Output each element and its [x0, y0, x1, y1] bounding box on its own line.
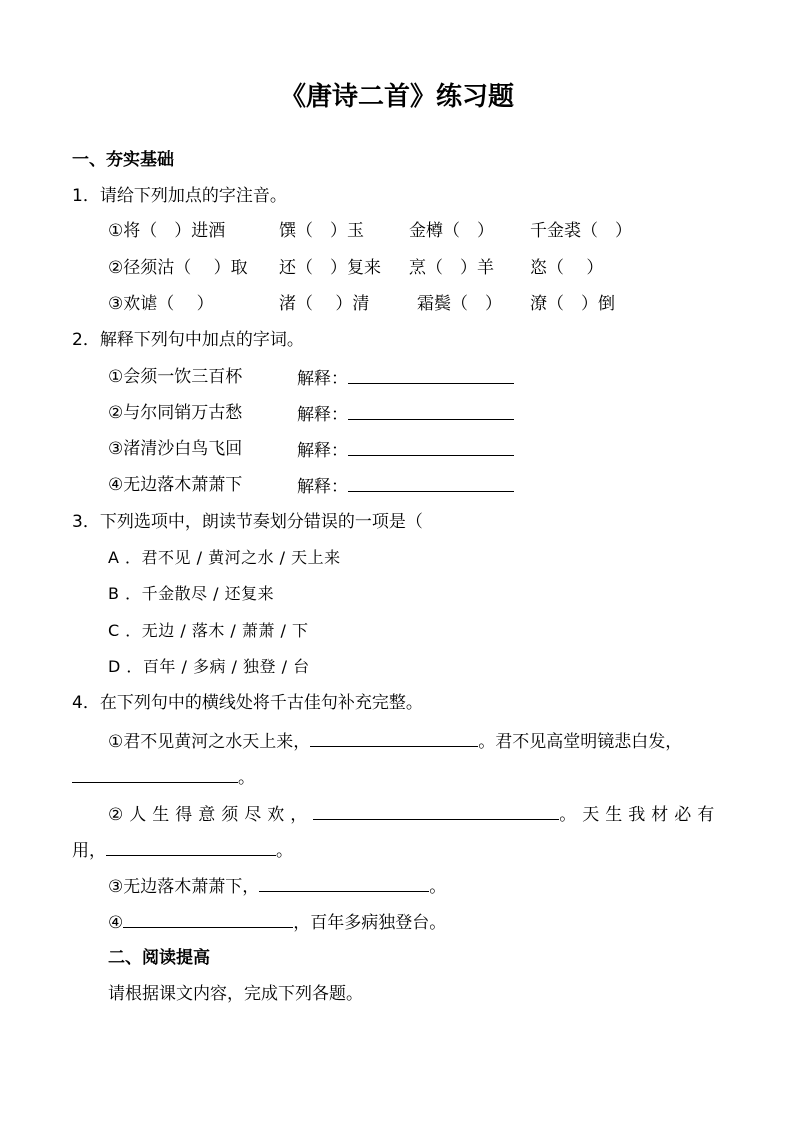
q3-option-a[interactable]: A ．君不见 / 黄河之水 / 天上来	[108, 548, 341, 567]
q2-answer-blank-3[interactable]	[348, 437, 514, 456]
q1-row3-c: 霜鬓（ ）	[417, 294, 502, 314]
q4-sentence-1: ①君不见黄河之水天上来， 。君不见高堂明镜悲白发，	[108, 728, 682, 754]
q3-option-b[interactable]: B ．千金散尽 / 还复来	[108, 584, 275, 603]
q3-option-d[interactable]: D ．百年 / 多病 / 独登 / 台	[108, 657, 310, 676]
q4-stem: 4．在下列句中的横线处将千古佳句补充完整。	[72, 693, 423, 713]
q4-blank-4[interactable]	[106, 837, 276, 856]
q2-label-2: 解释：	[297, 401, 514, 427]
q4-sentence-3: ③无边落木萧萧下， 。	[108, 873, 446, 899]
q2-answer-blank-1[interactable]	[348, 365, 514, 384]
q1-row1-c: 金樽（ ）	[409, 221, 494, 241]
q2-item-1: ①会须一饮三百杯	[108, 367, 243, 387]
section1-heading: 一、夯实基础	[72, 150, 174, 170]
q4-blank-5[interactable]	[259, 873, 429, 892]
q2-label-3: 解释：	[297, 437, 514, 463]
q4-sentence-2: ②人生得意须尽欢， 。天生我材必有	[108, 801, 720, 827]
q2-item-2: ②与尔同销万古愁	[108, 403, 243, 423]
q3-option-c[interactable]: C ．无边 / 落木 / 萧萧 / 下	[108, 621, 309, 640]
q1-row2-b: 还（ ）复来	[279, 258, 381, 278]
q2-item-4: ④无边落木萧萧下	[108, 475, 243, 495]
q4-sentence-1-cont: 。	[72, 764, 255, 790]
q1-row1-d: 千金裘（ ）	[530, 221, 632, 241]
q1-row2-a: ②径须沽（ ）取	[108, 258, 248, 278]
section2-intro: 请根据课文内容，完成下列各题。	[108, 984, 363, 1004]
q1-row3-d: 潦（ ）倒	[530, 294, 615, 314]
q1-row3-b: 渚（ ）清	[279, 294, 370, 314]
section2-heading: 二、阅读提高	[108, 948, 210, 968]
q4-sentence-4: ④ ，百年多病独登台。	[108, 909, 446, 935]
q4-blank-2[interactable]	[72, 764, 238, 783]
q3-stem: 3．下列选项中，朗读节奏划分错误的一项是（	[72, 512, 423, 532]
q4-sentence-2-cont: 用， 。	[72, 837, 293, 863]
q1-row2-c: 烹（ ）羊	[409, 258, 494, 278]
q2-answer-blank-2[interactable]	[348, 401, 514, 420]
q2-label-1: 解释：	[297, 365, 514, 391]
q2-answer-blank-4[interactable]	[348, 473, 514, 492]
q4-blank-3[interactable]	[313, 801, 559, 820]
q2-label-4: 解释：	[297, 473, 514, 499]
q4-blank-6[interactable]	[123, 909, 293, 928]
q2-stem: 2．解释下列句中加点的字词。	[72, 330, 304, 350]
q1-row2-d: 恣（ ）	[530, 258, 604, 278]
q1-row3-a: ③欢谑（ ）	[108, 294, 214, 314]
q1-stem: 1．请给下列加点的字注音。	[72, 186, 287, 206]
q1-row1-b: 馔（ ）玉	[279, 221, 364, 241]
q1-row1-a: ①将（ ）进酒	[108, 221, 226, 241]
q2-item-3: ③渚清沙白鸟飞回	[108, 439, 243, 459]
page-title: 《唐诗二首》练习题	[279, 82, 514, 112]
q4-blank-1[interactable]	[310, 728, 478, 747]
